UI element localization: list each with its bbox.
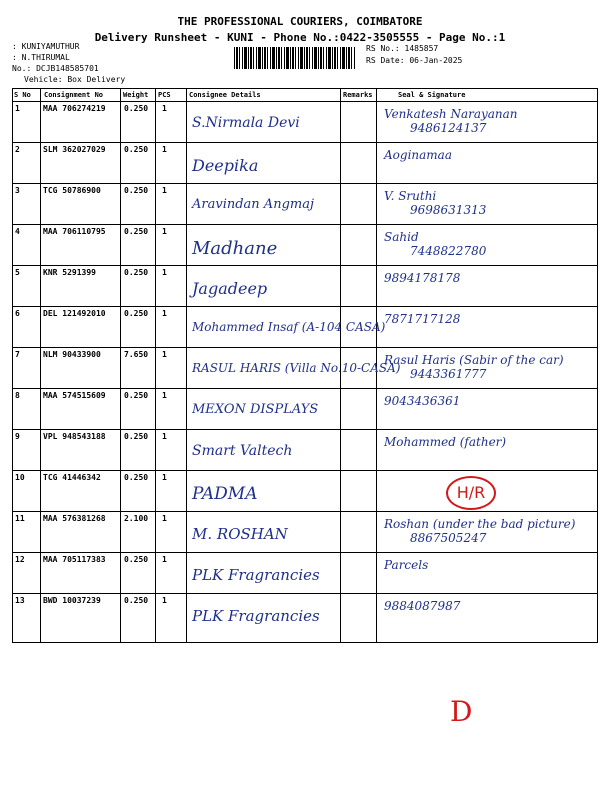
table-column-divider	[155, 552, 156, 593]
table-row-divider	[12, 552, 598, 553]
row-consignee-handwritten: RASUL HARIS (Villa No.10-CASA)	[192, 361, 401, 375]
row-consignee-handwritten: PADMA	[192, 484, 258, 504]
table-column-divider	[155, 470, 156, 511]
table-column-divider	[120, 347, 121, 388]
table-row-divider	[12, 593, 598, 594]
table-column-divider	[120, 470, 121, 511]
vehicle-line: Vehicle: Box Delivery	[24, 75, 126, 84]
table-column-divider	[186, 429, 187, 470]
table-column-divider	[340, 265, 341, 306]
row-consignment-no: MAA 706274219	[43, 104, 106, 113]
table-column-divider	[376, 224, 377, 265]
table-column-divider	[155, 101, 156, 142]
table-column-divider	[40, 347, 41, 388]
table-column-divider	[155, 224, 156, 265]
row-consignee-handwritten: PLK Fragrancies	[192, 607, 320, 625]
row-consignee-handwritten: Jagadeep	[192, 279, 268, 298]
row-pcs: 1	[162, 514, 167, 523]
company-title: THE PROFESSIONAL COURIERS, COIMBATORE	[177, 15, 423, 28]
signature-text: Sahid	[384, 230, 419, 244]
row-consignment-no: MAA 576381268	[43, 514, 106, 523]
table-row-divider	[12, 306, 598, 307]
row-pcs: 1	[162, 227, 167, 236]
row-consignee-handwritten: Aravindan Angmaj	[192, 197, 314, 212]
col-header-pcs: PCS	[158, 91, 171, 99]
signature-text: Roshan (under the bad picture)	[384, 517, 576, 531]
row-pcs: 1	[162, 350, 167, 359]
signature-text: 9884087987	[384, 599, 461, 613]
table-column-divider	[186, 224, 187, 265]
row-pcs: 1	[162, 432, 167, 441]
table-column-divider	[40, 183, 41, 224]
runsheet-subtitle: Delivery Runsheet - KUNI - Phone No.:0422-3505555 - Page No.:1	[94, 31, 506, 44]
table-column-divider	[155, 388, 156, 429]
col-header-consignment: Consignment No	[44, 91, 104, 99]
table-column-divider	[376, 388, 377, 429]
row-weight: 0.250	[124, 268, 149, 277]
signature-phone: 9698631313	[410, 203, 487, 217]
table-row-divider	[12, 429, 598, 430]
row-sno: 10	[15, 473, 25, 482]
signature-phone: 9443361777	[410, 367, 487, 381]
table-column-divider	[40, 470, 41, 511]
table-column-divider	[155, 593, 156, 642]
table-column-divider	[40, 306, 41, 347]
table-column-divider	[120, 224, 121, 265]
row-sno: 12	[15, 555, 25, 564]
table-right-border	[597, 88, 598, 642]
row-consignment-no: SLM 362027029	[43, 145, 106, 154]
table-column-divider	[40, 265, 41, 306]
row-signature-handwritten	[384, 435, 506, 449]
col-header-consignee: Consignee Details	[189, 91, 261, 99]
table-column-divider	[120, 429, 121, 470]
delivery-person-line: : N.THIRUMAL	[12, 53, 70, 62]
row-pcs: 1	[162, 555, 167, 564]
table-column-divider	[186, 183, 187, 224]
table-column-divider	[40, 429, 41, 470]
table-column-divider	[376, 183, 377, 224]
row-sno: 9	[15, 432, 20, 441]
table-column-divider	[186, 552, 187, 593]
col-header-weight: Weight	[123, 91, 149, 99]
row-pcs: 1	[162, 596, 167, 605]
row-sno: 4	[15, 227, 20, 236]
table-column-divider	[40, 388, 41, 429]
row-weight: 2.100	[124, 514, 149, 523]
signature-text: 9043436361	[384, 394, 461, 408]
row-consignment-no: NLM 90433900	[43, 350, 101, 359]
row-signature-handwritten	[384, 558, 428, 572]
table-row-divider	[12, 183, 598, 184]
row-consignment-no: TCG 50786900	[43, 186, 101, 195]
table-column-divider	[155, 429, 156, 470]
row-consignment-no: MAA 706110795	[43, 227, 106, 236]
row-sno: 11	[15, 514, 25, 523]
col-header-sno: S No	[14, 91, 31, 99]
row-pcs: 1	[162, 186, 167, 195]
table-column-divider	[340, 388, 341, 429]
table-column-divider	[155, 142, 156, 183]
row-sno: 5	[15, 268, 20, 277]
row-signature-handwritten	[384, 353, 564, 381]
table-column-divider	[186, 265, 187, 306]
table-column-divider	[340, 511, 341, 552]
row-signature-handwritten	[384, 148, 452, 162]
row-sno: 7	[15, 350, 20, 359]
signature-text: 7871717128	[384, 312, 461, 326]
table-column-divider	[186, 101, 187, 142]
table-column-divider	[340, 429, 341, 470]
rs-date-line: RS Date: 06-Jan-2025	[366, 56, 463, 65]
barcode	[234, 47, 356, 69]
signature-phone: 7448822780	[410, 244, 487, 258]
row-signature-handwritten	[384, 394, 460, 408]
row-consignee-handwritten: PLK Fragrancies	[192, 566, 320, 584]
table-column-divider	[120, 511, 121, 552]
table-column-divider	[120, 265, 121, 306]
row-sno: 13	[15, 596, 25, 605]
table-column-divider	[376, 142, 377, 183]
table-column-divider	[340, 224, 341, 265]
table-row-divider	[12, 265, 598, 266]
table-column-divider	[120, 183, 121, 224]
table-column-divider	[155, 511, 156, 552]
signature-text: 9894178178	[384, 271, 461, 285]
table-row-divider	[12, 388, 598, 389]
table-column-divider	[40, 593, 41, 642]
table-column-divider	[340, 552, 341, 593]
table-column-divider	[155, 306, 156, 347]
row-signature-handwritten	[384, 517, 575, 545]
row-consignment-no: TCG 41446342	[43, 473, 101, 482]
branch-line: : KUNIYAMUTHUR	[12, 42, 80, 51]
row-weight: 0.250	[124, 391, 149, 400]
row-consignment-no: VPL 948543188	[43, 432, 106, 441]
row-consignee-handwritten: Madhane	[192, 238, 278, 259]
table-column-divider	[340, 183, 341, 224]
row-weight: 0.250	[124, 432, 149, 441]
row-pcs: 1	[162, 104, 167, 113]
table-column-divider	[120, 142, 121, 183]
row-signature-handwritten	[384, 271, 460, 285]
rs-no-line: RS No.: 1485857	[366, 44, 439, 53]
table-column-divider	[186, 388, 187, 429]
table-left-border	[12, 88, 13, 642]
row-consignee-handwritten: M. ROSHAN	[192, 525, 288, 543]
table-column-divider	[120, 101, 121, 142]
table-column-divider	[40, 101, 41, 142]
row-consignment-no: KNR 5291399	[43, 268, 96, 277]
row-signature-handwritten	[384, 599, 460, 613]
table-column-divider	[376, 265, 377, 306]
table-column-divider	[120, 552, 121, 593]
signature-text: Parcels	[384, 558, 429, 572]
table-column-divider	[340, 142, 341, 183]
footer-mark: D	[450, 695, 473, 728]
table-column-divider	[120, 593, 121, 642]
row-consignment-no: DEL 121492010	[43, 309, 106, 318]
row-sno: 2	[15, 145, 20, 154]
row-consignment-no: MAA 705117383	[43, 555, 106, 564]
table-column-divider	[186, 306, 187, 347]
signature-text: Venkatesh Narayanan	[384, 107, 518, 121]
table-column-divider	[120, 306, 121, 347]
row-pcs: 1	[162, 473, 167, 482]
row-sno: 6	[15, 309, 20, 318]
col-header-signature: Seal & Signature	[398, 91, 466, 99]
ref-no-line: No.: DCJB148585701	[12, 64, 99, 73]
table-column-divider	[376, 470, 377, 511]
table-column-divider	[186, 470, 187, 511]
table-column-divider	[120, 388, 121, 429]
table-row-divider	[12, 511, 598, 512]
table-column-divider	[155, 265, 156, 306]
signature-phone: 8867505247	[410, 531, 487, 545]
table-column-divider	[186, 142, 187, 183]
row-weight: 0.250	[124, 104, 149, 113]
row-sno: 8	[15, 391, 20, 400]
signature-text: V. Sruthi	[384, 189, 437, 203]
table-row-divider	[12, 470, 598, 471]
table-column-divider	[186, 593, 187, 642]
table-row-divider	[12, 224, 598, 225]
table-column-divider	[340, 101, 341, 142]
table-column-divider	[40, 224, 41, 265]
hr-stamp: H/R	[446, 476, 496, 510]
row-consignee-handwritten: Mohammed Insaf (A-104 CASA)	[192, 320, 386, 334]
row-consignee-handwritten: Smart Valtech	[192, 443, 293, 459]
table-column-divider	[340, 593, 341, 642]
signature-text: Rasul Haris (Sabir of the car)	[384, 353, 564, 367]
table-row-divider	[12, 142, 598, 143]
table-column-divider	[186, 347, 187, 388]
row-consignee-handwritten: S.Nirmala Devi	[192, 115, 300, 131]
row-consignee-handwritten: Deepika	[192, 156, 259, 175]
table-column-divider	[376, 101, 377, 142]
table-column-divider	[40, 552, 41, 593]
row-weight: 0.250	[124, 227, 149, 236]
row-weight: 0.250	[124, 473, 149, 482]
row-weight: 7.650	[124, 350, 149, 359]
col-header-remarks: Remarks	[343, 91, 373, 99]
row-consignee-handwritten: MEXON DISPLAYS	[192, 402, 319, 417]
row-weight: 0.250	[124, 555, 149, 564]
signature-text: Aoginamaa	[384, 148, 452, 162]
row-signature-handwritten	[384, 107, 518, 135]
row-pcs: 1	[162, 391, 167, 400]
signature-phone: 9486124137	[410, 121, 487, 135]
signature-text: Mohammed (father)	[384, 435, 507, 449]
table-column-divider	[376, 593, 377, 642]
row-consignment-no: BWD 10037239	[43, 596, 101, 605]
row-pcs: 1	[162, 145, 167, 154]
table-column-divider	[40, 142, 41, 183]
table-column-divider	[155, 347, 156, 388]
row-sno: 1	[15, 104, 20, 113]
row-weight: 0.250	[124, 309, 149, 318]
table-column-divider	[376, 511, 377, 552]
row-sno: 3	[15, 186, 20, 195]
table-column-divider	[155, 183, 156, 224]
row-weight: 0.250	[124, 186, 149, 195]
table-column-divider	[40, 511, 41, 552]
table-row-divider	[12, 347, 598, 348]
table-column-divider	[376, 552, 377, 593]
row-weight: 0.250	[124, 145, 149, 154]
row-consignment-no: MAA 574515609	[43, 391, 106, 400]
table-column-divider	[186, 511, 187, 552]
row-signature-handwritten	[384, 230, 486, 258]
row-weight: 0.250	[124, 596, 149, 605]
table-column-divider	[376, 429, 377, 470]
table-column-divider	[340, 470, 341, 511]
table-row-divider	[12, 642, 598, 643]
row-signature-handwritten	[384, 189, 486, 217]
row-pcs: 1	[162, 268, 167, 277]
row-signature-handwritten	[384, 312, 460, 326]
row-pcs: 1	[162, 309, 167, 318]
